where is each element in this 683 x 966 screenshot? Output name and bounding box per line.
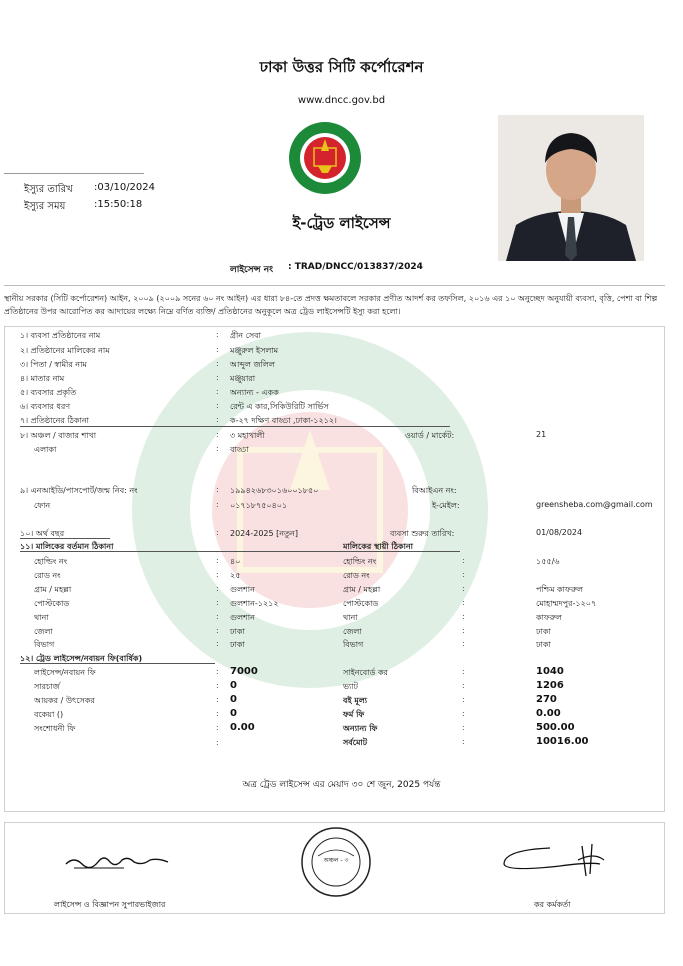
permanent-row-value: কাফরুল bbox=[536, 613, 562, 622]
permanent-row-value: ঢাকা bbox=[536, 640, 551, 649]
website-url[interactable]: www.dncc.gov.bd bbox=[297, 95, 386, 106]
issue-date: :03/10/2024 bbox=[94, 182, 156, 193]
issue-date-label: ইস্যুর তারিখ bbox=[24, 184, 73, 195]
detail-value: অন্যান্য - একক bbox=[230, 388, 279, 397]
fees-header: ১২। ট্রেড লাইসেন্স/নবায়ন ফি(বার্ষিক) bbox=[20, 654, 143, 663]
detail-value: গ্রীন সেবা bbox=[230, 331, 261, 340]
permanent-row-value: পশ্চিম কাফরুল bbox=[536, 585, 583, 594]
detail-value: মঞ্জুয়ারা bbox=[230, 374, 256, 383]
fee-value: 7000 bbox=[230, 666, 258, 677]
permanent-row-value: ঢাকা bbox=[536, 627, 551, 636]
email-value[interactable]: greensheba.com@gmail.com bbox=[536, 500, 653, 509]
permanent-row-label: পোস্টকোড bbox=[343, 599, 379, 608]
present-row-label: থানা bbox=[34, 613, 49, 622]
detail-label: ৫। ব্যবসার প্রকৃতি bbox=[20, 388, 77, 397]
fiscal-label: ১০। অর্থ বছর bbox=[20, 529, 65, 538]
fee-value: 0.00 bbox=[230, 722, 255, 733]
tax-officer-signature bbox=[500, 842, 610, 878]
fee-label: অন্যান্য ফি bbox=[343, 724, 378, 733]
present-row-value: ঢাকা bbox=[230, 640, 245, 649]
fee-label: সংশোধনী ফি bbox=[34, 724, 76, 733]
detail-label: ৩। পিতা / স্বামীর নাম bbox=[20, 360, 87, 369]
detail-value: রেন্ট এ কার,সিকিউরিটি সার্ভিস bbox=[230, 402, 329, 411]
permanent-row-value: ১৫৫/৬ bbox=[536, 557, 560, 566]
detail-label: ৪। মাতার নাম bbox=[20, 374, 65, 383]
seal-text: অঞ্চল - ৩ bbox=[323, 857, 349, 864]
present-row-value: গুলশান bbox=[230, 613, 255, 622]
issue-time-label: ইস্যুর সময় bbox=[24, 201, 66, 212]
business-start-label: ব্যবসা শুরুর তারিখ: bbox=[390, 529, 455, 538]
detail-label: ৬। ব্যবসার ধরণ bbox=[20, 402, 71, 411]
permanent-row-label: রোড নং bbox=[343, 571, 370, 580]
present-row-value: ৪০ bbox=[230, 557, 241, 566]
fee-label: সাইনবোর্ড কর bbox=[343, 668, 388, 677]
fee-label: বকেয়া () bbox=[34, 710, 64, 719]
ward-label: ওয়ার্ড / মার্কেট: bbox=[405, 431, 455, 440]
corporation-title: ঢাকা উত্তর সিটি কর্পোরেশন bbox=[259, 58, 424, 76]
fee-value: 500.00 bbox=[536, 722, 575, 733]
permanent-row-label: জেলা bbox=[343, 627, 362, 636]
permanent-row-label: গ্রাম / মহল্লা bbox=[343, 585, 381, 594]
fee-label: ফর্ম ফি bbox=[343, 710, 365, 719]
area-value: বাড্ডা bbox=[230, 445, 249, 454]
present-row-value: ২৫ bbox=[230, 571, 241, 580]
fee-label: লাইসেন্স/নবায়ন ফি bbox=[34, 668, 96, 677]
present-row-value: গুলশান bbox=[230, 585, 255, 594]
supervisor-title: লাইসেন্স ও বিজ্ঞাপন সুপারভাইজার bbox=[54, 900, 166, 909]
permanent-row-label: বিভাগ bbox=[343, 640, 364, 649]
fee-label: বই মূল্য bbox=[343, 696, 368, 705]
fee-value: 1206 bbox=[536, 680, 564, 691]
business-start-value: 01/08/2024 bbox=[536, 528, 583, 537]
validity-note: অত্র ট্রেড লাইসেন্স এর মেয়াদ ৩০ শে জুন, 2025 পর্যন্ত bbox=[242, 780, 441, 790]
total-label: সর্বমোট bbox=[343, 738, 368, 747]
present-row-label: জেলা bbox=[34, 627, 53, 636]
detail-value: আব্দুল জলিল bbox=[230, 360, 275, 369]
fee-value: 0 bbox=[230, 694, 237, 705]
issue-time: :15:50:18 bbox=[94, 199, 143, 210]
detail-value: মঞ্জুরুল ইসলাম bbox=[230, 346, 279, 355]
present-row-label: হোল্ডিং নং bbox=[34, 557, 68, 566]
permanent-row-value: মোহাম্মদপুর-১২০৭ bbox=[536, 599, 597, 608]
ward-value: 21 bbox=[536, 430, 547, 439]
detail-label: ২। প্রতিষ্ঠানের মালিকের নাম bbox=[20, 346, 110, 355]
zone-label: ৮। অঞ্চল / বাজার শাখা bbox=[20, 431, 97, 440]
phone-value: ০১৭১৮৭৫০৪০১ bbox=[230, 501, 288, 510]
fiscal-value: 2024-2025 [নতুন] bbox=[230, 529, 298, 538]
total-value: 10016.00 bbox=[536, 736, 589, 747]
detail-label: ১। ব্যবসা প্রতিষ্ঠানের নাম bbox=[20, 331, 101, 340]
bin-label: বিআইএন নং: bbox=[412, 486, 457, 495]
area-label: এলাকা bbox=[34, 445, 57, 454]
license-no: : TRAD/DNCC/013837/2024 bbox=[288, 262, 423, 272]
present-row-label: বিভাগ bbox=[34, 640, 55, 649]
present-row-label: রোড নং bbox=[34, 571, 61, 580]
present-row-value: গুলশান-১২১২ bbox=[230, 599, 279, 608]
present-row-value: ঢাকা bbox=[230, 627, 245, 636]
nid-value: ১৯৯৪২৬৮৩০১৬০০১৮৫০ bbox=[230, 486, 319, 495]
present-address-header: ১১। মালিকের বর্তমান ঠিকানা bbox=[20, 542, 114, 551]
tax-officer-title: কর কর্মকর্তা bbox=[534, 900, 571, 909]
detail-label: ৭। প্রতিষ্ঠানের ঠিকানা bbox=[20, 416, 89, 425]
detail-value: ক-২৭ দক্ষিণ বাড্ডা ,ঢাকা-১২১২। bbox=[230, 416, 337, 425]
permanent-address-header: মালিকের স্থায়ী ঠিকানা bbox=[343, 542, 413, 551]
owner-photo bbox=[498, 115, 644, 261]
document-title: ই-ট্রেড লাইসেন্স bbox=[292, 214, 391, 232]
nid-label: ৯। এনআইডি/পাসপোর্ট/জন্ম নিব: নং bbox=[20, 486, 138, 495]
permanent-row-label: থানা bbox=[343, 613, 358, 622]
fee-value: 270 bbox=[536, 694, 557, 705]
license-no-label: লাইসেন্স নং bbox=[230, 265, 274, 275]
zone-value: ৩ মহাখালী bbox=[230, 431, 265, 440]
fee-label: আয়কর / উৎসেকর bbox=[34, 696, 95, 705]
fee-value: 0 bbox=[230, 708, 237, 719]
present-row-label: পোস্টকোড bbox=[34, 599, 70, 608]
phone-label: ফোন bbox=[34, 501, 51, 510]
dncc-logo bbox=[288, 121, 362, 195]
fee-label: ভ্যাট bbox=[343, 682, 358, 691]
intro-text: স্থানীয় সরকার (সিটি কর্পোরেশন) আইন, ২০০৯ (২০০৯ সনের ৬০ নং আইন) এর ধারা ৮৪-তে প্রদত্ত ক্ষমতাবলে সরকার প্রণীত আদর্শ কর তফসিল, ২০১৬ এর ১০ অনুচ্ছেদ অনুযায়ী ব্যবসা, বৃত্তি, পেশা বা শিল্প প্রতিষ্ঠানের উপর আরোপিত কর আদায়ের লক্ষ্যে নিম্নে বর্ণিত ব্যক্তি/ প্রতিষ্ঠানের অনুকূলে অত্র ট্রেড লাইসেন্সটি ইস্যু করা হলো। bbox=[4, 294, 658, 316]
permanent-row-label: হোল্ডিং নং bbox=[343, 557, 377, 566]
supervisor-signature bbox=[64, 850, 174, 874]
present-row-label: গ্রাম / মহল্লা bbox=[34, 585, 72, 594]
fee-value: 0 bbox=[230, 680, 237, 691]
email-label: ই-মেইল: bbox=[432, 501, 460, 510]
fee-label: সারচার্জ bbox=[34, 682, 60, 691]
fee-value: 0.00 bbox=[536, 708, 561, 719]
fee-value: 1040 bbox=[536, 666, 564, 677]
